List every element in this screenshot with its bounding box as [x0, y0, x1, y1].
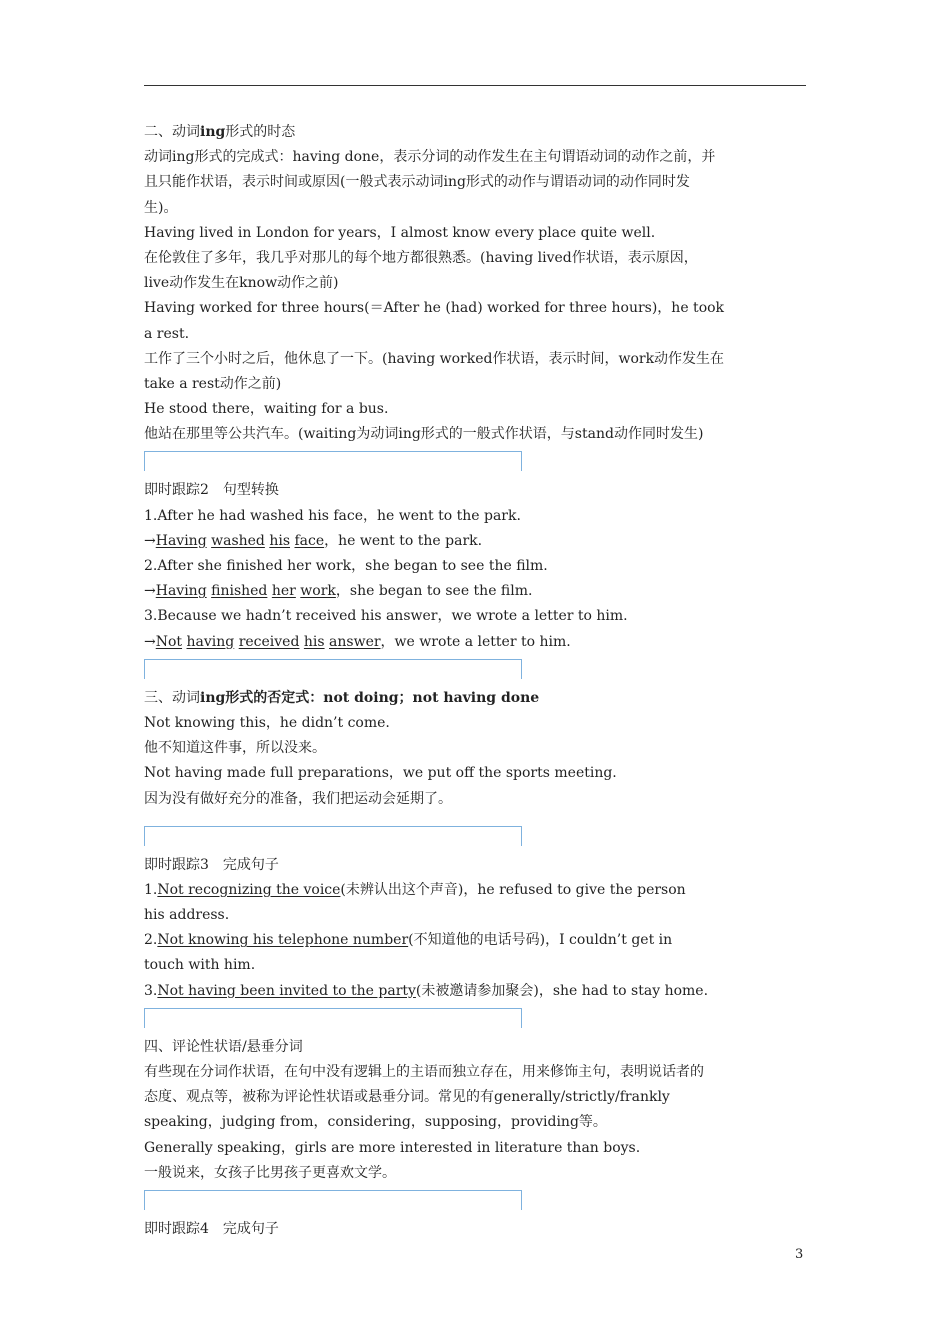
sentence-line: 2.Not knowing his telephone number(不知道他的电话号码)，I couldn’t get in	[144, 932, 673, 949]
exercise-title: 即时跟踪4 完成句子	[144, 1220, 279, 1237]
exercise-frame	[144, 1190, 522, 1210]
document-body	[144, 120, 806, 1242]
paragraph-line: 生)。	[144, 199, 178, 216]
example-chinese: 工作了三个小时之后，他休息了一下。(having worked作状语，表示时间，work动作发生在	[144, 350, 725, 367]
answer-line: →Having finished her work，she began to see the film.	[144, 583, 533, 600]
answer-blank: Not knowing his telephone number	[157, 932, 409, 949]
paragraph-line: 且只能作状语，表示时间或原因(一般式表示动词ing形式的动作与谓语动词的动作同时发	[144, 174, 690, 191]
answer-line: →Having washed his face，he went to the park.	[144, 532, 483, 549]
question-line: 2.After she finished her work，she began to see the film.	[144, 558, 548, 574]
section-heading-dangling: 四、评论性状语/悬垂分词	[144, 1038, 303, 1055]
exercise-title: 即时跟踪2 句型转换	[144, 482, 279, 499]
sentence-line: touch with him.	[144, 957, 256, 974]
exercise-frame	[144, 826, 522, 846]
question-line: 3.Because we hadn’t received his answer，we wrote a letter to him.	[144, 608, 628, 625]
example-chinese: live动作发生在know动作之前)	[144, 275, 339, 292]
answer-blank: Not recognizing the voice	[157, 881, 341, 898]
paragraph-line: 动词ing形式的完成式：having done，表示分词的动作发生在主句谓语动词的动作之前，并	[144, 149, 716, 166]
sentence-line: 3.Not having been invited to the party(未被邀请参加聚会)，she had to stay home.	[144, 982, 709, 999]
example-chinese: 他不知道这件事，所以没来。	[144, 740, 326, 757]
exercise-frame	[144, 1008, 522, 1028]
paragraph-line: 有些现在分词作状语，在句中没有逻辑上的主语而独立存在，用来修饰主句，表明说话者的	[144, 1064, 704, 1080]
paragraph-line: speaking，judging from，considering，supposing，providing等。	[144, 1114, 607, 1131]
answer-blank: Not having been invited to the party	[157, 982, 416, 999]
example-english: Having lived in London for years，I almost know every place quite well.	[144, 224, 656, 241]
example-chinese: 因为没有做好充分的准备，我们把运动会延期了。	[144, 790, 452, 807]
example-english: Not having made full preparations，we put off the sports meeting.	[144, 765, 617, 782]
example-english: Generally speaking，girls are more interested in literature than boys.	[144, 1139, 641, 1156]
sentence-line: 1.Not recognizing the voice(未辨认出这个声音)，he refused to give the person	[144, 881, 686, 898]
question-line: 1.After he had washed his face，he went to the park.	[144, 507, 521, 524]
answer-line: →Not having received his answer，we wrote a letter to him.	[144, 633, 571, 650]
page-number: 3	[795, 1247, 804, 1262]
example-chinese: 在伦敦住了多年，我几乎对那儿的每个地方都很熟悉。(having lived作状语，表示原因，	[144, 249, 698, 266]
example-chinese: take a rest动作之前)	[144, 375, 282, 392]
example-english: Not knowing this，he didn’t come.	[144, 714, 390, 731]
section-heading-tense: 二、动词ing形式的时态	[144, 124, 296, 140]
header-rule	[144, 85, 806, 86]
section-heading-negative: 三、动词ing形式的否定式：not doing；not having done	[144, 689, 540, 706]
example-chinese: 他站在那里等公共汽车。(waiting为动词ing形式的一般式作状语，与stand动作同时发生)	[144, 426, 704, 443]
exercise-title: 即时跟踪3 完成句子	[144, 856, 279, 873]
example-english: a rest.	[144, 325, 190, 342]
example-english: He stood there，waiting for a bus.	[144, 401, 389, 418]
exercise-frame	[144, 659, 522, 679]
example-chinese: 一般说来，女孩子比男孩子更喜欢文学。	[144, 1164, 396, 1181]
paragraph-line: 态度、观点等，被称为评论性状语或悬垂分词。常见的有generally/strictly/frankly	[144, 1089, 670, 1106]
sentence-line: his address.	[144, 907, 230, 924]
exercise-frame	[144, 451, 522, 471]
example-english: Having worked for three hours(＝After he (had) worked for three hours)，he took	[144, 300, 725, 317]
